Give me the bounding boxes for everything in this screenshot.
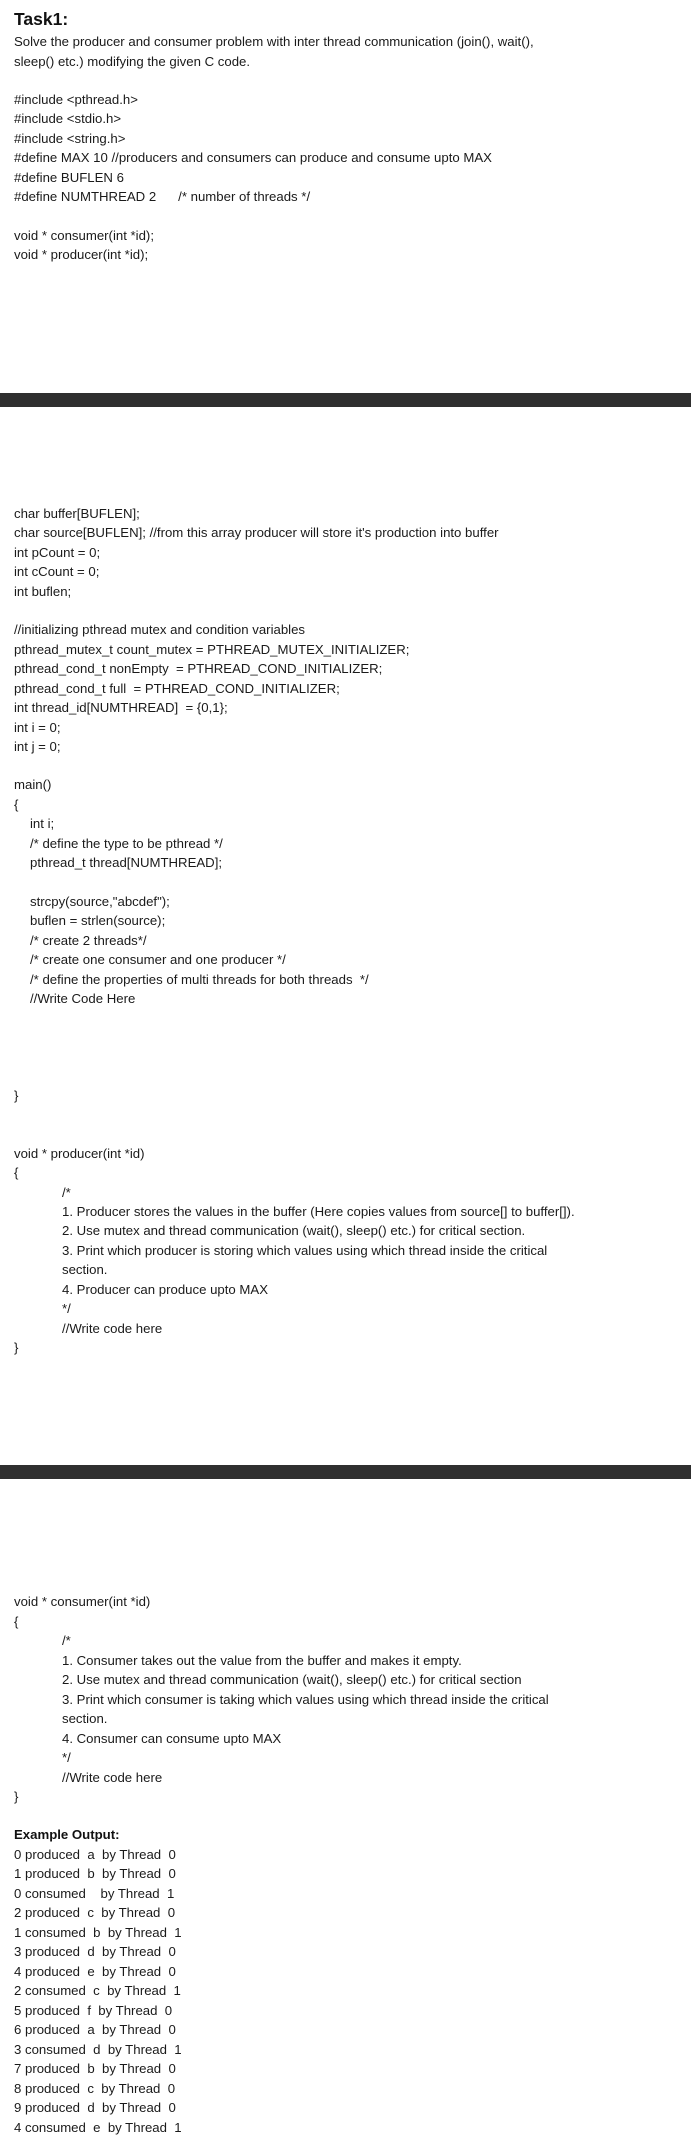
page-divider: [0, 1465, 691, 1479]
init-comment: //initializing pthread mutex and condition variables: [14, 622, 306, 637]
example-output-line: 0 produced a by Thread 0: [14, 1847, 176, 1862]
consumer-close-brace: }: [14, 1789, 19, 1804]
producer-body-line: 3. Print which producer is storing which values using which thread inside the critical: [62, 1243, 548, 1258]
sync-decl: pthread_cond_t nonEmpty = PTHREAD_COND_INITIALIZER;: [14, 661, 383, 676]
example-output-line: 4 produced e by Thread 0: [14, 1964, 176, 1979]
sync-decl: pthread_cond_t full = PTHREAD_COND_INITIALIZER;: [14, 681, 340, 696]
example-output-line: 7 produced b by Thread 0: [14, 2061, 176, 2076]
sync-decl: int i = 0;: [14, 720, 61, 735]
consumer-body-line: 4. Consumer can consume upto MAX: [62, 1731, 282, 1746]
consumer-body-line: 3. Print which consumer is taking which values using which thread inside the critical: [62, 1692, 549, 1707]
sync-decl: int j = 0;: [14, 739, 61, 754]
example-output-line: 0 consumed by Thread 1: [14, 1886, 175, 1901]
producer-body-line: section.: [62, 1262, 108, 1277]
task-title: Task1:: [14, 9, 69, 29]
main-body-line: pthread_t thread[NUMTHREAD];: [30, 855, 223, 870]
main-open-brace: {: [14, 797, 19, 812]
producer-body-line: //Write code here: [62, 1321, 163, 1336]
consumer-body-line: //Write code here: [62, 1770, 163, 1785]
consumer-open-brace: {: [14, 1614, 19, 1629]
include-string: #include <string.h>: [14, 131, 126, 146]
main-body-line: //Write Code Here: [30, 991, 136, 1006]
example-output-line: 5 produced f by Thread 0: [14, 2003, 173, 2018]
global-decl: char buffer[BUFLEN];: [14, 506, 140, 521]
main-body-line: /* create 2 threads*/: [30, 933, 147, 948]
consumer-body-line: 1. Consumer takes out the value from the buffer and makes it empty.: [62, 1653, 462, 1668]
define-max: #define MAX 10 //producers and consumers can produce and consume upto MAX: [14, 150, 492, 165]
main-close-brace: }: [14, 1088, 19, 1103]
main-body-line: buflen = strlen(source);: [30, 913, 166, 928]
include-pthread: #include <pthread.h>: [14, 92, 138, 107]
global-decl: char source[BUFLEN]; //from this array producer will store it's production into buffer: [14, 525, 499, 540]
consumer-signature: void * consumer(int *id): [14, 1594, 151, 1609]
global-decl: int pCount = 0;: [14, 545, 101, 560]
example-output-line: 1 consumed b by Thread 1: [14, 1925, 182, 1940]
intro-line-1: Solve the producer and consumer problem with inter thread communication (join(), wait(),: [14, 34, 534, 49]
main-body-line: /* define the type to be pthread */: [30, 836, 223, 851]
consumer-body-line: */: [62, 1750, 71, 1765]
producer-body-line: 4. Producer can produce upto MAX: [62, 1282, 268, 1297]
consumer-body-line: 2. Use mutex and thread communication (wait(), sleep() etc.) for critical section: [62, 1672, 522, 1687]
page-divider: [0, 393, 691, 407]
main-body-line: /* define the properties of multi threads for both threads */: [30, 972, 369, 987]
main-body-line: strcpy(source,"abcdef");: [30, 894, 170, 909]
consumer-body-line: /*: [62, 1633, 71, 1648]
global-decl: int buflen;: [14, 584, 72, 599]
producer-close-brace: }: [14, 1340, 19, 1355]
example-output-line: 4 consumed e by Thread 1: [14, 2120, 182, 2135]
producer-body-line: 1. Producer stores the values in the buffer (Here copies values from source[] to buffer[]).: [62, 1204, 575, 1219]
main-body-line: int i;: [30, 816, 55, 831]
producer-body-line: 2. Use mutex and thread communication (wait(), sleep() etc.) for critical section.: [62, 1223, 526, 1238]
example-output-line: 6 produced a by Thread 0: [14, 2022, 176, 2037]
global-decl: int cCount = 0;: [14, 564, 100, 579]
example-output-line: 3 consumed d by Thread 1: [14, 2042, 182, 2057]
main-signature: main(): [14, 777, 52, 792]
producer-signature: void * producer(int *id): [14, 1146, 145, 1161]
example-output-line: 8 produced c by Thread 0: [14, 2081, 176, 2096]
main-body-line: /* create one consumer and one producer */: [30, 952, 286, 967]
consumer-body-line: section.: [62, 1711, 108, 1726]
producer-body-line: /*: [62, 1185, 71, 1200]
example-output-line: 2 produced c by Thread 0: [14, 1905, 176, 1920]
decl-producer: void * producer(int *id);: [14, 247, 149, 262]
sync-decl: int thread_id[NUMTHREAD] = {0,1};: [14, 700, 228, 715]
define-buflen: #define BUFLEN 6: [14, 170, 124, 185]
example-output-line: 9 produced d by Thread 0: [14, 2100, 176, 2115]
intro-line-2: sleep() etc.) modifying the given C code.: [14, 54, 251, 69]
sync-decl: pthread_mutex_t count_mutex = PTHREAD_MUTEX_INITIALIZER;: [14, 642, 410, 657]
decl-consumer: void * consumer(int *id);: [14, 228, 154, 243]
example-output-line: 3 produced d by Thread 0: [14, 1944, 176, 1959]
example-output-line: 1 produced b by Thread 0: [14, 1866, 176, 1881]
example-output-heading: Example Output:: [14, 1827, 120, 1842]
example-output-line: 2 consumed c by Thread 1: [14, 1983, 181, 1998]
include-stdio: #include <stdio.h>: [14, 111, 122, 126]
producer-open-brace: {: [14, 1165, 19, 1180]
define-numthread: #define NUMTHREAD 2 /* number of threads */: [14, 189, 311, 204]
producer-body-line: */: [62, 1301, 71, 1316]
